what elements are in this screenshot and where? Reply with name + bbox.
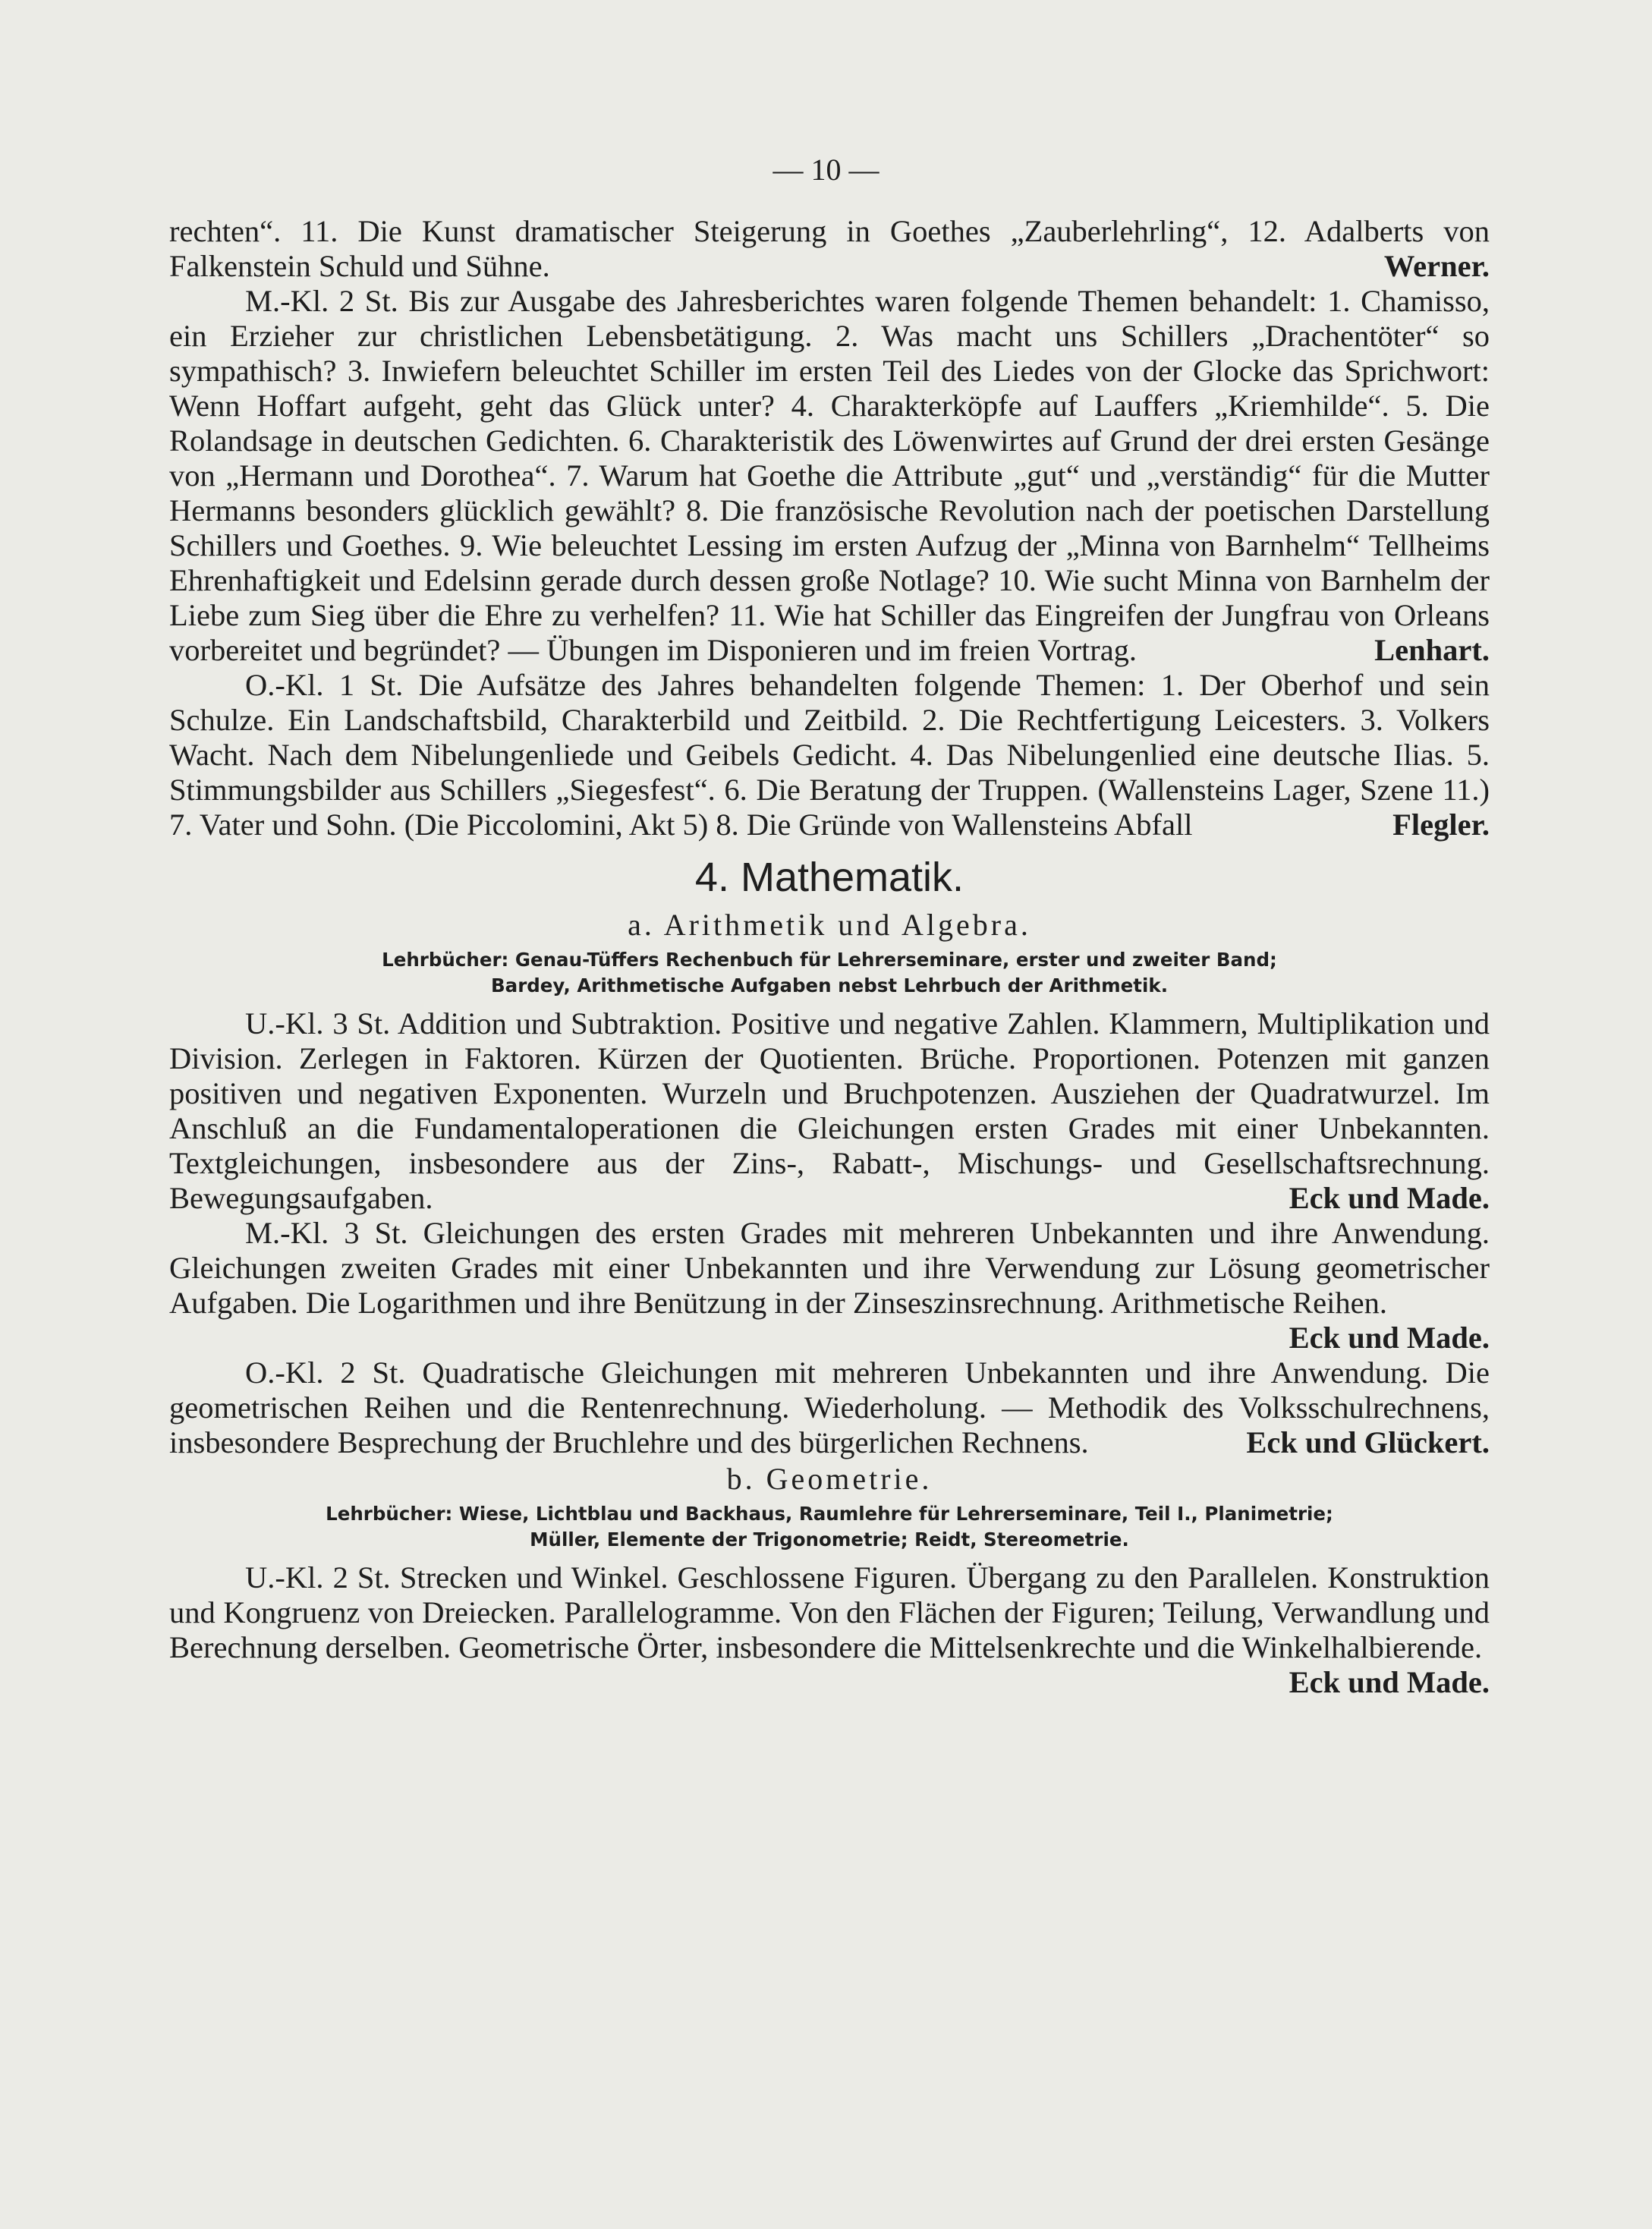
paragraph-text: 2 St. Strecken und Winkel. Geschlossene Figuren. Übergang zu den Parallelen. Konstruktion und Kongruenz von Dreiecken. Parallelogramme. Von den Flächen der Figuren; Teilung, Verwandlung und Berechnung derselben. Geometrische Örter, insbesondere die Mittelsenkrechte und die Winkelhalbierende.: [169, 1560, 1490, 1664]
class-label: U.-Kl.: [245, 1006, 324, 1041]
paragraph-arith-unterklasse: [169, 1006, 1490, 1216]
page-body: [169, 214, 1490, 1700]
subsection-heading-geometrie: b. Geometrie.: [726, 1462, 933, 1496]
paragraph-text: 3 St. Gleichungen des ersten Grades mit mehreren Unbekannten und ihre Anwendung. Gleichungen zweiten Grades mit einer Unbekannten und ihre Verwendung zur Lösung geometrischer Aufgaben. Die Logarithmen und ihre Benützung in der Zinseszinsrechnung. Arithmetische Reihen.: [169, 1216, 1490, 1320]
teacher-signature: Eck und Made.: [1289, 1321, 1490, 1355]
paragraph-deutsch-oberklasse: [169, 668, 1490, 842]
class-label: M.-Kl.: [245, 284, 329, 318]
section-heading-mathematik: 4. Mathematik.: [694, 855, 964, 900]
paragraph-deutsch-mittelklasse: [169, 284, 1490, 668]
teacher-signature: Flegler.: [1392, 808, 1490, 842]
paragraph-arith-mittelklasse: [169, 1216, 1490, 1355]
textbooks-arithmetik: [169, 947, 1490, 999]
paragraph-arith-oberklasse: [169, 1355, 1490, 1460]
paragraph-deutsch-continuation: [169, 214, 1490, 284]
class-label: U.-Kl.: [245, 1560, 324, 1595]
paragraph-text: 2 St. Quadratische Gleichungen mit mehreren Unbekannten und ihre Anwendung. Die geometrischen Reihen und die Rentenrechnung. Wiederholung. — Methodik des Volksschulrechnens, insbesondere Besprechung der Bruchlehre und des bürgerlichen Rechnens.: [169, 1355, 1490, 1459]
class-label: O.-Kl.: [245, 1355, 324, 1390]
teacher-signature: Werner.: [1383, 249, 1490, 283]
paragraph-text: rechten“. 11. Die Kunst dramatischer Steigerung in Goethes „Zauberlehrling“, 12. Adalberts von Falkenstein Schuld und Sühne.: [169, 214, 1490, 283]
teacher-signature: Lenhart.: [1374, 633, 1490, 667]
textbooks-geometrie: [169, 1501, 1490, 1553]
paragraph-text: 2 St. Bis zur Ausgabe des Jahresberichtes waren folgende Themen behandelt: 1. Chamisso, ein Erzieher zur christlichen Lebensbetätigung. 2. Was macht uns Schillers „Drachentöter“ so sympathisch? 3. Inwiefern beleuchtet Schiller im ersten Teil des Liedes von der Glocke das Sprichwort: Wenn Hoffart aufgeht, geht das Glück unter? 4. Charakterköpfe auf Lauffers „Kriemhilde“. 5. Die Rolandsage in deutschen Gedichten. 6. Charakteristik des Löwenwirtes auf Grund der drei ersten Gesänge von „Hermann und Dorothea“. 7. Warum hat Goethe die Attribute „gut“ und „verständig“ für die Mutter Hermanns besonders glücklich gewählt? 8. Die französische Revolution nach der poetischen Darstellung Schillers und Goethes. 9. Wie beleuchtet Lessing im ersten Aufzug der „Minna von Barnhelm“ Tellheims Ehrenhaftigkeit und Edelsinn gerade durch dessen große Notlage? 10. Wie sucht Minna von Barnhelm der Liebe zum Sieg über die Ehre zu verhelfen? 11. Wie hat Schiller das Eingreifen der Jungfrau von Orleans vorbereitet und begründet? — Übungen im Disponieren und im freien Vortrag.: [169, 284, 1490, 667]
teacher-signature: Eck und Made.: [1289, 1181, 1490, 1215]
textbooks-line: Bardey, Arithmetische Aufgaben nebst Lehrbuch der Arithmetik.: [490, 974, 1168, 996]
paragraph-geom-unterklasse: [169, 1560, 1490, 1699]
paragraph-text: 1 St. Die Aufsätze des Jahres behandelten folgende Themen: 1. Der Oberhof und sein Schulze. Ein Landschaftsbild, Charakterbild und Zeitbild. 2. Die Rechtfertigung Leicesters. 3. Volkers Wacht. Nach dem Nibelungenliede und Geibels Gedicht. 4. Das Nibelungenlied eine deutsche Ilias. 5. Stimmungsbilder aus Schillers „Siegesfest“. 6. Die Beratung der Truppen. (Wallensteins Lager, Szene 11.) 7. Vater und Sohn. (Die Piccolomini, Akt 5) 8. Die Gründe von Wallensteins Abfall: [169, 668, 1490, 842]
class-label: O.-Kl.: [245, 668, 324, 702]
textbooks-line: Lehrbücher: Genau-Tüffers Rechenbuch für Lehrerseminare, erster und zweiter Band;: [382, 949, 1277, 971]
textbooks-line: Müller, Elemente der Trigonometrie; Reidt, Stereometrie.: [530, 1529, 1129, 1551]
subsection-heading-arithmetik: a. Arithmetik und Algebra.: [628, 908, 1031, 942]
teacher-signature: Eck und Glückert.: [1246, 1425, 1490, 1459]
textbooks-line: Lehrbücher: Wiese, Lichtblau und Backhaus, Raumlehre für Lehrerseminare, Teil I., Planimetrie;: [326, 1503, 1333, 1525]
class-label: M.-Kl.: [245, 1216, 329, 1250]
page-number: — 10 —: [773, 153, 879, 187]
teacher-signature: Eck und Made.: [1289, 1665, 1490, 1699]
paragraph-text: 3 St. Addition und Subtraktion. Positive und negative Zahlen. Klammern, Multiplikation und Division. Zerlegen in Faktoren. Kürzen der Quotienten. Brüche. Proportionen. Potenzen mit ganzen positiven und negativen Exponenten. Wurzeln und Bruchpotenzen. Ausziehen der Quadratwurzel. Im Anschluß an die Fundamentaloperationen die Gleichungen ersten Grades mit einer Unbekannten. Textgleichungen, insbesondere aus der Zins-, Rabatt-, Mischungs- und Gesellschaftsrechnung. Bewegungsaufgaben.: [169, 1006, 1490, 1215]
